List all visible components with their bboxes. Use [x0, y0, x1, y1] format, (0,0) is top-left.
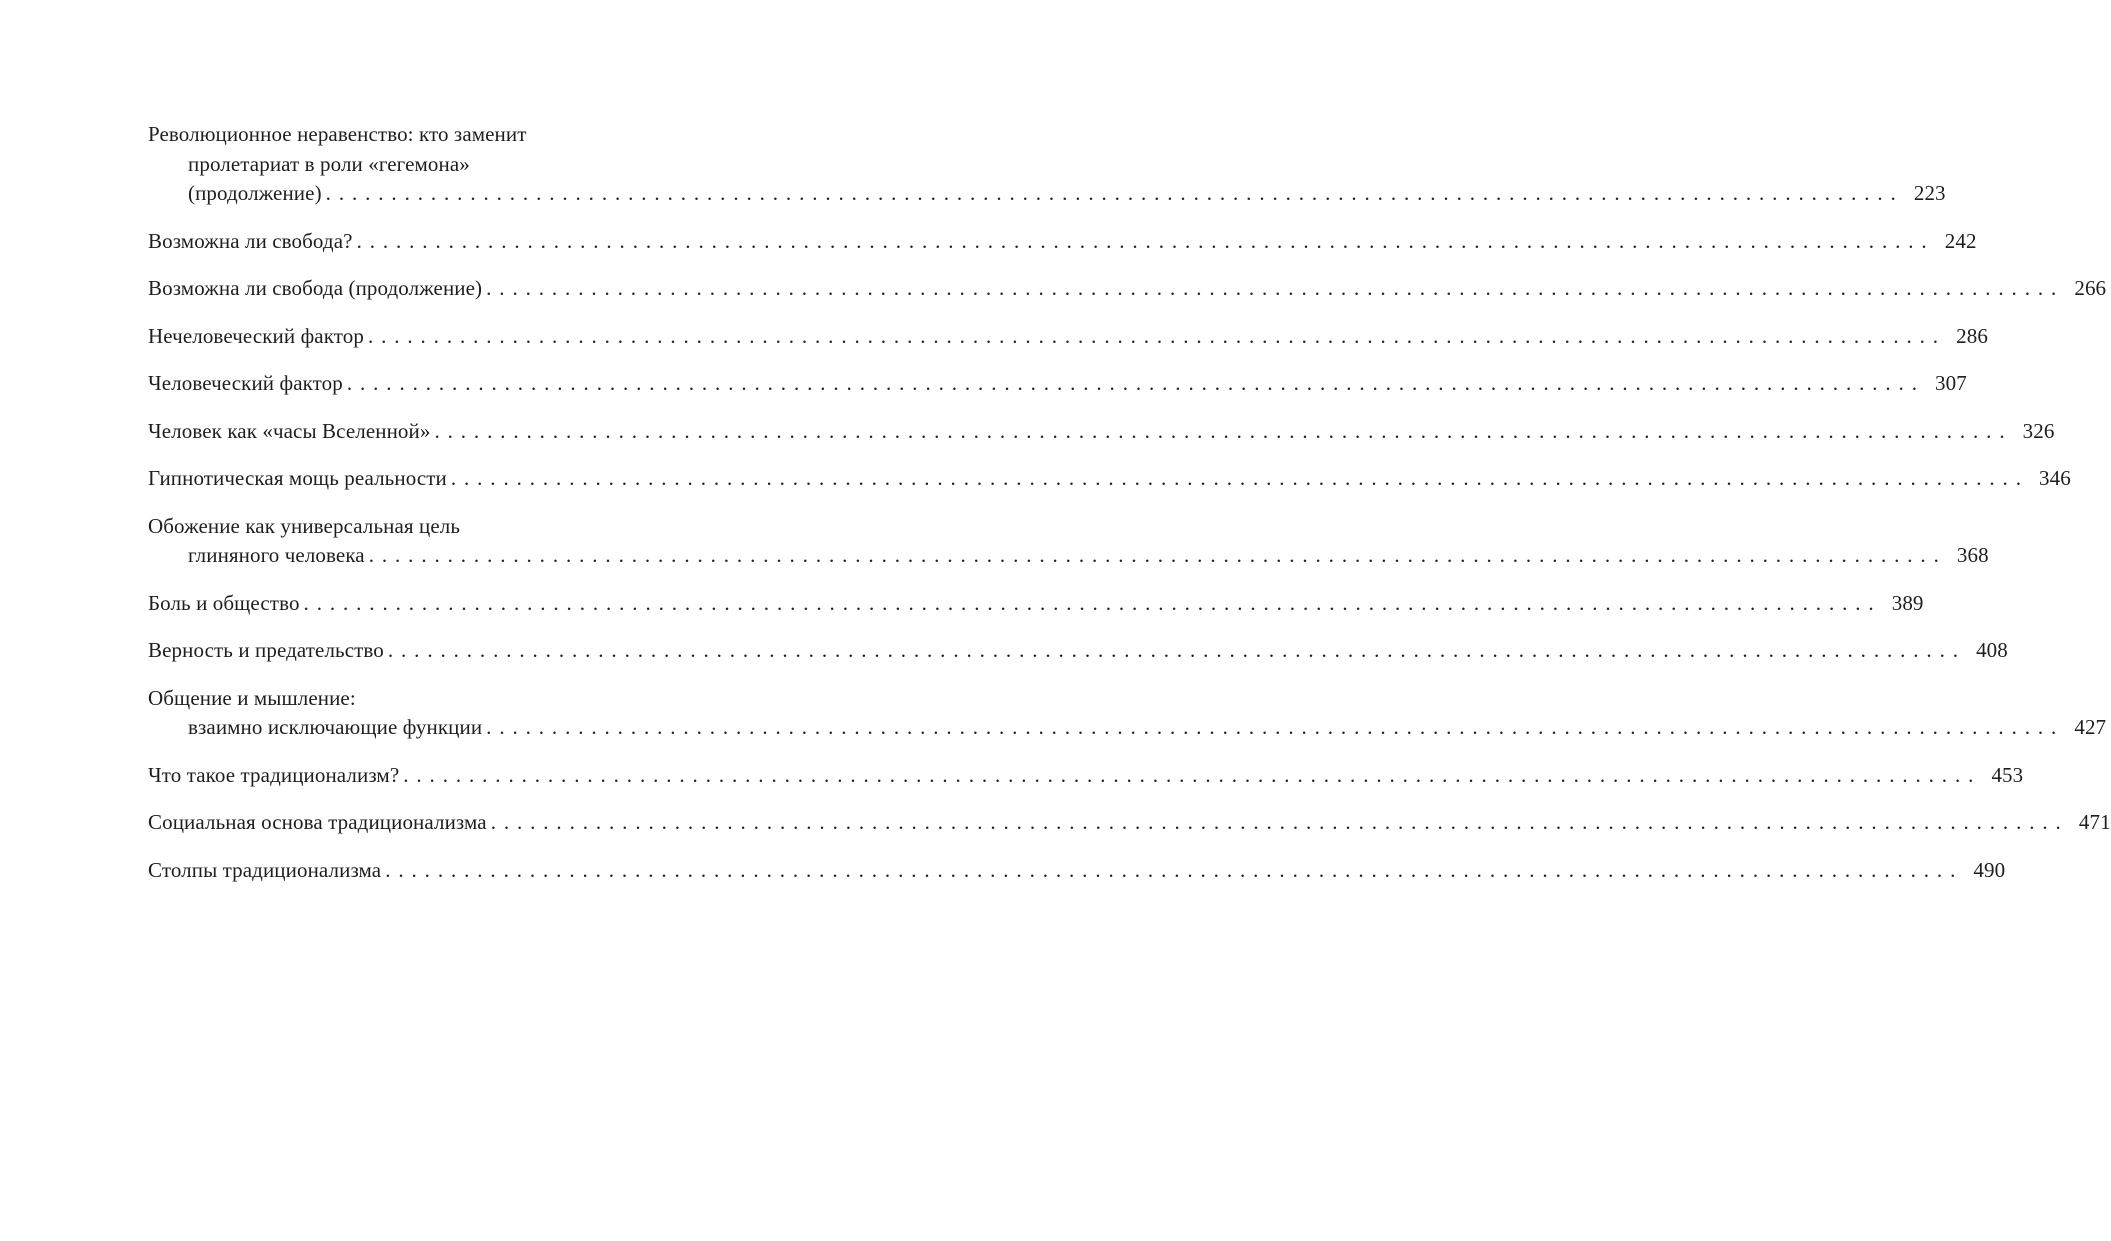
toc-page-number: 223 [1913, 181, 1946, 205]
toc-entry-title: взаимно исключающие функции [188, 715, 483, 739]
toc-entry-title: Человек как «часы Вселенной» [148, 418, 431, 443]
dot-leader: ........................................................................................................................ [346, 371, 1925, 395]
dot-leader: ........................................................................................................................ [368, 543, 1947, 567]
dot-leader: ........................................................................................................................ [303, 590, 1882, 615]
dot-leader: ........................................................................................................................ [486, 715, 2065, 739]
dot-leader: ........................................................................................................................ [486, 276, 2065, 300]
toc-entry-title: Нечеловеческий фактор [148, 323, 364, 348]
toc-page-number: 427 [2074, 715, 2107, 739]
toc-entry[interactable] [148, 589, 1924, 619]
toc-page-number: 368 [1956, 543, 1989, 567]
toc-entry-title: (продолжение) [188, 181, 322, 205]
toc-entry[interactable] [148, 369, 1967, 399]
toc-entry[interactable] [148, 808, 2111, 838]
dot-leader: ........................................................................................................................ [385, 857, 1964, 882]
toc-page-number: 346 [2039, 466, 2071, 490]
dot-leader: ........................................................................................................................ [325, 181, 1904, 205]
toc-entry-title: Столпы традиционализма [148, 857, 382, 882]
toc-entry[interactable] [148, 120, 1946, 209]
toc-entry[interactable] [148, 227, 1977, 257]
dot-leader: ........................................................................................................................ [490, 810, 2069, 834]
toc-entry-title: глиняного человека [188, 543, 365, 567]
dot-leader: ........................................................................................................................ [367, 323, 1946, 348]
table-of-contents [148, 120, 2111, 903]
toc-entry-title: Что такое традиционализм? [148, 762, 400, 787]
toc-entry-title: пролетариат в роли «гегемона» [188, 151, 470, 176]
dot-leader: ........................................................................................................................ [434, 418, 2013, 443]
toc-entry-title: Социальная основа традиционализма [148, 810, 487, 834]
toc-entry[interactable] [148, 684, 2107, 743]
toc-entry-title: Общение и мышление: [148, 685, 356, 710]
toc-page-number: 453 [1991, 762, 2024, 787]
dot-leader: ........................................................................................................................ [403, 762, 1982, 787]
toc-page-number: 307 [1935, 371, 1967, 395]
toc-entry[interactable] [148, 417, 2055, 447]
toc-page-number: 286 [1956, 323, 1988, 348]
toc-page-number: 408 [1976, 638, 2008, 662]
toc-entry-title: Верность и предательство [148, 638, 384, 662]
dot-leader: ........................................................................................................................ [387, 638, 1966, 662]
toc-page-number: 266 [2074, 276, 2107, 300]
toc-entry[interactable] [148, 322, 1988, 352]
toc-entry[interactable] [148, 512, 1989, 571]
toc-entry[interactable] [148, 464, 2071, 494]
toc-entry[interactable] [148, 274, 2107, 304]
toc-page-number: 490 [1973, 857, 2006, 882]
toc-entry-title: Возможна ли свобода? [148, 228, 353, 253]
toc-entry-title: Возможна ли свобода (продолжение) [148, 276, 483, 300]
dot-leader: ........................................................................................................................ [356, 228, 1935, 253]
toc-entry[interactable] [148, 761, 2024, 791]
toc-entry-title: Боль и общество [148, 590, 300, 615]
toc-page-number: 389 [1891, 590, 1924, 615]
toc-entry-title: Революционное неравенство: кто заменит [148, 122, 527, 146]
dot-leader: ........................................................................................................................ [450, 466, 2029, 490]
toc-entry[interactable] [148, 856, 2006, 886]
toc-page-number: 242 [1944, 228, 1977, 253]
toc-page-number: 471 [2078, 810, 2111, 834]
toc-page-number: 326 [2022, 418, 2055, 443]
toc-entry[interactable] [148, 636, 2008, 666]
toc-entry-title: Гипнотическая мощь реальности [148, 466, 447, 490]
toc-entry-title: Обожение как универсальная цель [148, 513, 460, 538]
toc-entry-title: Человеческий фактор [148, 371, 343, 395]
